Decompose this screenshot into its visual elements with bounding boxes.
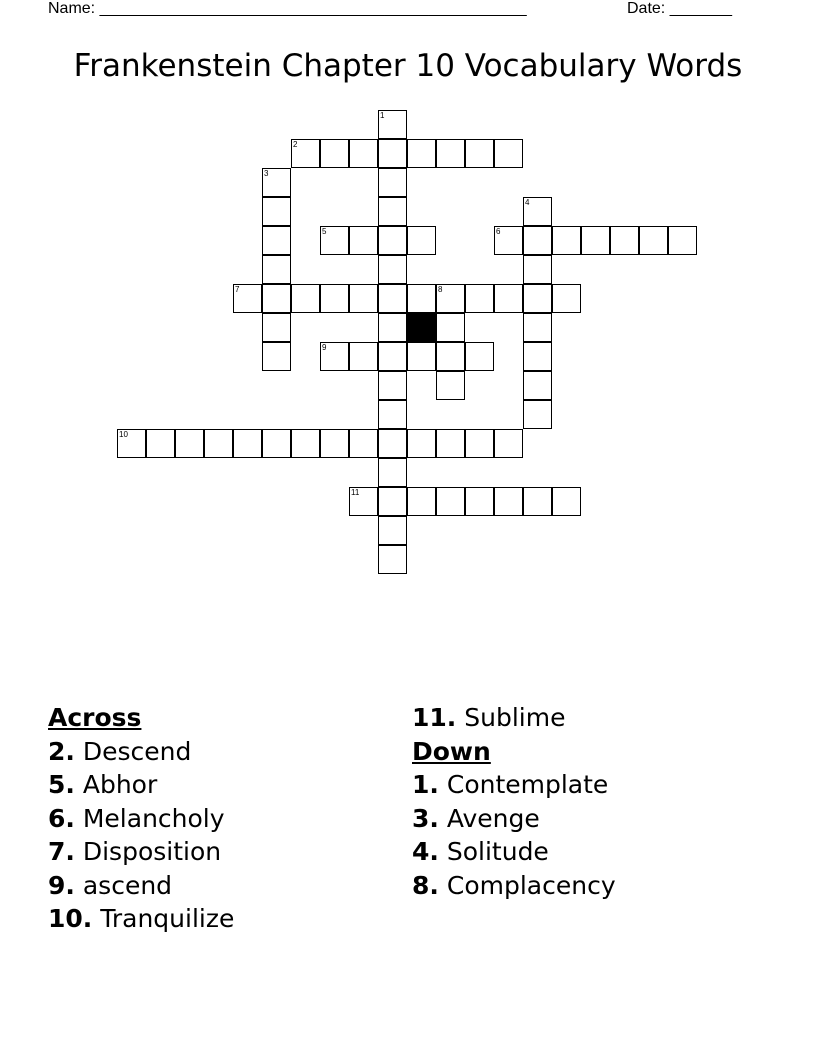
clue-down-4 — [412, 835, 616, 869]
crossword-cell[interactable] — [291, 139, 320, 168]
crossword-cell[interactable] — [378, 371, 407, 400]
crossword-cell[interactable] — [494, 487, 523, 516]
down-heading: Down — [412, 736, 491, 766]
crossword-cell[interactable] — [378, 226, 407, 255]
crossword-cell[interactable] — [436, 284, 465, 313]
crossword-cell[interactable] — [262, 168, 291, 197]
crossword-black-cell — [407, 313, 436, 342]
crossword-cell[interactable] — [262, 197, 291, 226]
crossword-cell[interactable] — [465, 139, 494, 168]
crossword-cell[interactable] — [581, 226, 610, 255]
crossword-cell[interactable] — [175, 429, 204, 458]
crossword-cell[interactable] — [436, 313, 465, 342]
crossword-cell[interactable] — [523, 313, 552, 342]
clue-across-9 — [48, 869, 234, 903]
crossword-cell[interactable] — [349, 139, 378, 168]
crossword-cell[interactable] — [320, 342, 349, 371]
crossword-cell[interactable] — [378, 313, 407, 342]
cell-number: 6 — [496, 227, 501, 236]
crossword-cell[interactable] — [494, 139, 523, 168]
clue-across-11 — [412, 701, 616, 735]
page-title: Frankenstein Chapter 10 Vocabulary Words — [73, 48, 743, 84]
crossword-cell[interactable] — [378, 487, 407, 516]
crossword-cell[interactable] — [291, 284, 320, 313]
clue-text: Disposition — [82, 837, 222, 866]
crossword-cell[interactable] — [523, 342, 552, 371]
crossword-cell[interactable] — [436, 429, 465, 458]
crossword-cell[interactable] — [320, 429, 349, 458]
crossword-cell[interactable] — [523, 487, 552, 516]
clue-text: Tranquilize — [100, 904, 235, 933]
clue-text: Melancholy — [82, 803, 225, 833]
crossword-cell[interactable] — [465, 429, 494, 458]
crossword-cell[interactable] — [320, 284, 349, 313]
crossword-cell[interactable] — [407, 284, 436, 313]
crossword-cell[interactable] — [378, 429, 407, 458]
crossword-cell[interactable] — [349, 284, 378, 313]
crossword-cell[interactable] — [494, 429, 523, 458]
date-line: Date: _______ — [627, 0, 732, 17]
crossword-cell[interactable] — [668, 226, 697, 255]
crossword-cell[interactable] — [349, 342, 378, 371]
crossword-cell[interactable] — [262, 313, 291, 342]
cell-number: 7 — [235, 285, 240, 294]
crossword-cell[interactable] — [523, 284, 552, 313]
crossword-cell[interactable] — [552, 487, 581, 516]
crossword-cell[interactable] — [378, 168, 407, 197]
crossword-cell[interactable] — [204, 429, 233, 458]
crossword-cell[interactable] — [349, 429, 378, 458]
crossword-cell[interactable] — [378, 516, 407, 545]
crossword-cell[interactable] — [320, 139, 349, 168]
crossword-cell[interactable] — [349, 226, 378, 255]
clue-across-5 — [48, 768, 234, 802]
clue-number: 5. — [48, 770, 75, 799]
crossword-cell[interactable] — [523, 226, 552, 255]
clue-number: 9. — [48, 870, 75, 900]
crossword-cell[interactable] — [494, 284, 523, 313]
crossword-cell[interactable] — [117, 429, 146, 458]
crossword-cell[interactable] — [378, 110, 407, 139]
crossword-cell[interactable] — [610, 226, 639, 255]
crossword-cell[interactable] — [436, 139, 465, 168]
clue-text: Descend — [82, 736, 192, 766]
clue-text: Abhor — [82, 770, 158, 799]
crossword-cell[interactable] — [465, 342, 494, 371]
crossword-cell[interactable] — [378, 255, 407, 284]
crossword-cell[interactable] — [291, 429, 320, 458]
clue-text: Sublime — [464, 703, 566, 732]
clues-left-column — [48, 701, 234, 936]
crossword-cell[interactable] — [262, 255, 291, 284]
clue-number: 8. — [412, 870, 439, 900]
clue-text: Complacency — [446, 870, 616, 900]
crossword-cell[interactable] — [552, 284, 581, 313]
cell-number: 3 — [264, 169, 269, 178]
crossword-cell[interactable] — [378, 139, 407, 168]
clue-number: 11. — [412, 703, 457, 732]
clue-down-8 — [412, 869, 616, 903]
crossword-cell[interactable] — [523, 400, 552, 429]
clue-number: 4. — [412, 837, 439, 866]
crossword-cell[interactable] — [262, 226, 291, 255]
clue-text: Solitude — [446, 837, 549, 866]
crossword-cell[interactable] — [349, 487, 378, 516]
crossword-cell[interactable] — [233, 284, 262, 313]
clue-number: 2. — [48, 736, 75, 766]
crossword-cell[interactable] — [639, 226, 668, 255]
clue-number: 10. — [48, 904, 93, 933]
clue-number: 7. — [48, 837, 75, 866]
clue-number: 3. — [412, 803, 439, 833]
crossword-cell[interactable] — [523, 255, 552, 284]
crossword-cell[interactable] — [378, 400, 407, 429]
crossword-cell[interactable] — [320, 226, 349, 255]
clue-down-3 — [412, 802, 616, 836]
crossword-cell[interactable] — [378, 197, 407, 226]
clue-text: Contemplate — [446, 770, 609, 799]
clues-right-column — [412, 701, 616, 902]
crossword-cell[interactable] — [262, 429, 291, 458]
crossword-cell[interactable] — [436, 342, 465, 371]
crossword-cell[interactable] — [146, 429, 175, 458]
crossword-cell[interactable] — [523, 197, 552, 226]
crossword-cell[interactable] — [378, 458, 407, 487]
cell-number: 1 — [380, 111, 385, 120]
crossword-cell[interactable] — [465, 284, 494, 313]
crossword-cell[interactable] — [465, 487, 494, 516]
clue-across-6 — [48, 802, 234, 836]
clue-text: Avenge — [446, 803, 540, 833]
cell-number: 9 — [322, 343, 327, 352]
crossword-cell[interactable] — [378, 342, 407, 371]
crossword-cell[interactable] — [407, 342, 436, 371]
crossword-cell[interactable] — [407, 429, 436, 458]
name-line: Name: ________________________________________________ — [48, 0, 527, 17]
crossword-cell[interactable] — [436, 371, 465, 400]
crossword-cell[interactable] — [407, 226, 436, 255]
clue-number: 1. — [412, 770, 439, 799]
crossword-cell[interactable] — [233, 429, 262, 458]
clue-number: 6. — [48, 803, 75, 833]
clue-across-2 — [48, 735, 234, 769]
crossword-cell[interactable] — [262, 284, 291, 313]
crossword-cell[interactable] — [494, 226, 523, 255]
clue-down-1 — [412, 768, 616, 802]
cell-number: 8 — [438, 285, 443, 294]
crossword-cell[interactable] — [436, 487, 465, 516]
crossword-cell[interactable] — [378, 545, 407, 574]
clue-across-10 — [48, 902, 234, 936]
clue-across-7 — [48, 835, 234, 869]
crossword-cell[interactable] — [523, 371, 552, 400]
crossword-cell[interactable] — [407, 487, 436, 516]
crossword-cell[interactable] — [262, 342, 291, 371]
clue-text: ascend — [82, 870, 173, 900]
across-heading: Across — [48, 703, 142, 732]
cell-number: 2 — [293, 140, 298, 149]
cell-number: 10 — [119, 430, 128, 439]
crossword-cell[interactable] — [378, 284, 407, 313]
cell-number: 5 — [322, 227, 327, 236]
cell-number: 11 — [351, 488, 360, 497]
crossword-cell[interactable] — [552, 226, 581, 255]
crossword-cell[interactable] — [407, 139, 436, 168]
cell-number: 4 — [525, 198, 530, 207]
